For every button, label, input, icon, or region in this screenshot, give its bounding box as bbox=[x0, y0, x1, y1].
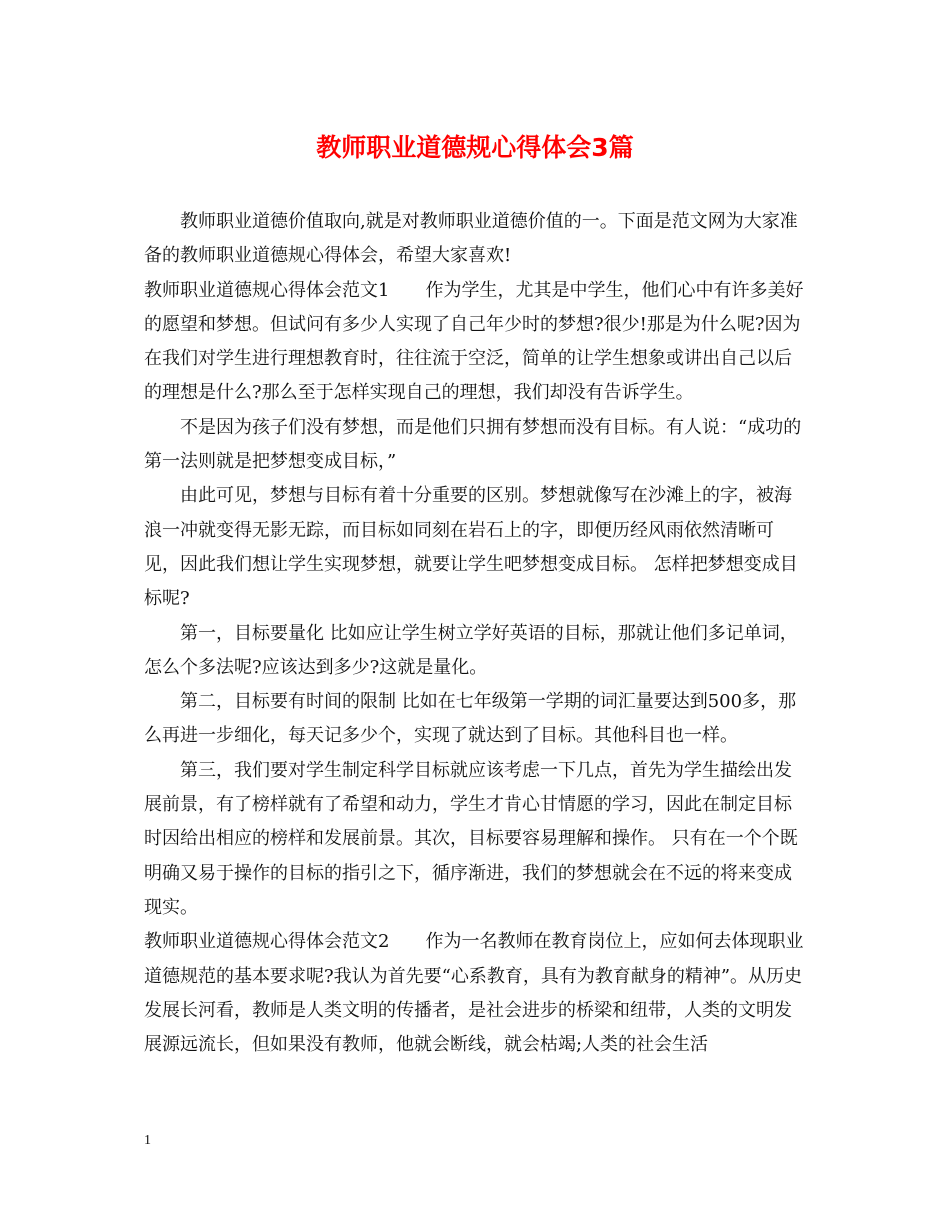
essay-1-heading: 教师职业道德规心得体会范文1 bbox=[144, 279, 390, 301]
document-body bbox=[144, 205, 809, 1062]
paragraph: 由此可见，梦想与目标有着十分重要的区别。梦想就像写在沙滩上的字，被海浪一冲就变得无影无踪，而目标如同刻在岩石上的字，即便历经风雨依然清晰可见，因此我们想让学生实现梦想，就要让学生吧梦想变成目标。 怎样把梦想变成目标呢? bbox=[144, 485, 798, 610]
paragraph: 第一，目标要量化 比如应让学生树立学好英语的目标，那就让他们多记单词，怎么个多法呢?应该达到多少?这就是量化。 bbox=[144, 622, 798, 678]
paragraph: 不是因为孩子们没有梦想，而是他们只拥有梦想而没有目标。有人说：“成功的第一法则就是把梦想变成目标，” bbox=[144, 416, 802, 473]
paragraph: 第三，我们要对学生制定科学目标就应该考虑一下几点，首先为学生描绘出发展前景，有了榜样就有了希望和动力，学生才肯心甘情愿的学习，因此在制定目标时因给出相应的榜样和发展前景。其次，目标要容易理解和操作。 只有在一个个既明确又易于操作的目标的指引之下，循序渐进，我们的梦想就会在不远的将来变成现实。 bbox=[144, 759, 798, 918]
essay-2-heading: 教师职业道德规心得体会范文2 bbox=[144, 931, 390, 953]
paragraph: 第二，目标要有时间的限制 比如在七年级第一学期的词汇量要达到500多，那么再进一步细化，每天记多少个，实现了就达到了目标。其他科目也一样。 bbox=[144, 691, 797, 747]
document-title: 教师职业道德规心得体会3篇 bbox=[316, 133, 634, 162]
page-number: 1 bbox=[144, 1133, 151, 1148]
paragraph-essay-2-opening bbox=[144, 925, 809, 1062]
paragraph-essay-1-opening bbox=[144, 274, 809, 411]
essay-2-text: 作为一名教师在教育岗位上，应如何去体现职业道德规范的基本要求呢?我认为首先要“心系教育，具有为教育献身的精神”。从历史发展长河看，教师是人类文明的传播者，是社会进步的桥梁和纽带，人类的文明发展源远流长，但如果没有教师，他就会断线，就会枯竭;人类的社会生活 bbox=[144, 931, 804, 1056]
essay-1-text: 作为学生，尤其是中学生，他们心中有许多美好的愿望和梦想。但试问有多少人实现了自己年少时的梦想?很少!那是为什么呢?因为在我们对学生进行理想教育时，往往流于空泛，简单的让学生想象或讲出自己以后的理想是什么?那么至于怎样实现自己的理想，我们却没有告诉学生。 bbox=[144, 279, 804, 404]
paragraph-intro: 教师职业道德价值取向,就是对教师职业道德价值的一。下面是范文网为大家准备的教师职业道德规心得体会，希望大家喜欢! bbox=[144, 211, 798, 267]
